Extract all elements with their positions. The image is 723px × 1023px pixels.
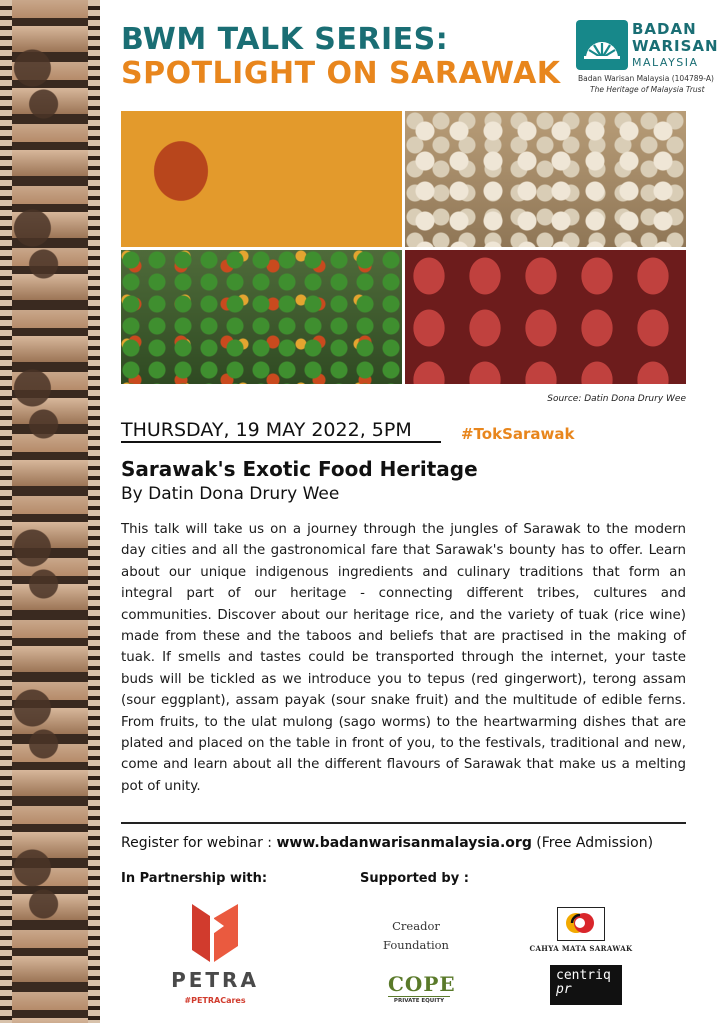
talk-author: By Datin Dona Drury Wee [121, 484, 340, 504]
centriq-line-1: centriq [556, 968, 611, 983]
logo-tagline: The Heritage of Malaysia Trust [590, 85, 705, 94]
photo-sago-pearls [405, 111, 686, 247]
petra-icon [188, 902, 242, 964]
talk-title: Sarawak's Exotic Food Heritage [121, 457, 478, 481]
divider [121, 822, 686, 824]
event-hashtag: #TokSarawak [461, 425, 575, 443]
creador-line-2: Foundation [383, 938, 449, 952]
centriq-logo [550, 965, 622, 1005]
date-underline [121, 441, 441, 443]
logo-text-malaysia: MALAYSIA [632, 56, 699, 69]
bwm-logo-icon [576, 20, 628, 70]
border-motif [10, 20, 66, 140]
cope-sub: PRIVATE EQUITY [388, 996, 450, 1004]
petra-logo [170, 902, 260, 1012]
registration-line [121, 835, 653, 851]
border-motif [10, 340, 66, 460]
creador-line-1: Creador [392, 919, 440, 933]
register-note: (Free Admission) [531, 835, 654, 851]
supported-label: Supported by : [360, 871, 469, 886]
border-stripe-left [0, 0, 12, 1023]
talk-description: This talk will take us on a journey through the jungles of Sarawak to the modern day cities and all the gastronomical fare that Sarawak's bounty has to offer. Learn about our unique indigenous ingredients and culinary traditions that form an integral part of our heritage - connecting different tribes, cultures and communities. Discover about our heritage rice, and the variety of tuak (rice wine) made from these and the taboos and beliefs that are practised in the making of tuak. If smells and tastes could be transported through the internet, your taste buds will be tickled as we introduce you to tepus (red gingerwort), terong assam (sour eggplant), assam payak (sour snake fruit) and the multitude of edible ferns. From fruits, to the ulat mulong (sago worms) to the heartwarming dishes that are plated and placed on the table in front of you, to the festivals, traditional and new, come and learn about all the different flavours of Sarawak that make us a melting pot of unity. [121, 522, 686, 794]
cms-name: CAHYA MATA SARAWAK [529, 944, 633, 953]
creador-logo [376, 917, 456, 955]
photo-buah-keluak [121, 111, 402, 247]
register-label: Register for webinar : [121, 835, 277, 851]
border-stripe-right [88, 0, 100, 1023]
centriq-line-2: pr [556, 982, 572, 997]
border-motif [10, 820, 66, 940]
title-line-1: BWM TALK SERIES: [121, 22, 449, 57]
petra-name: PETRA [171, 968, 259, 992]
bwm-logo [574, 18, 719, 98]
register-link[interactable]: www.badanwarisanmalaysia.org [276, 835, 532, 851]
cms-logo [526, 907, 636, 953]
cms-icon [557, 907, 605, 941]
event-date: THURSDAY, 19 MAY 2022, 5PM [121, 419, 412, 441]
logo-registration: Badan Warisan Malaysia (104789-A) [578, 74, 714, 83]
border-motif [10, 660, 66, 780]
petra-tag: #PETRACares [184, 996, 246, 1005]
photo-pepper-berries [121, 250, 402, 384]
decorative-border [0, 0, 100, 1023]
photo-source: Source: Datin Dona Drury Wee [547, 394, 686, 404]
cope-name: COPE [388, 972, 456, 996]
border-motif [10, 500, 66, 620]
logo-text-badan: BADAN [632, 20, 697, 38]
logo-text-warisan: WARISAN [632, 37, 719, 55]
border-motif [10, 180, 66, 300]
photo-snake-fruit [405, 250, 686, 384]
partnership-label: In Partnership with: [121, 871, 268, 886]
cope-logo [388, 972, 456, 1004]
title-line-2: SPOTLIGHT ON SARAWAK [121, 56, 561, 91]
